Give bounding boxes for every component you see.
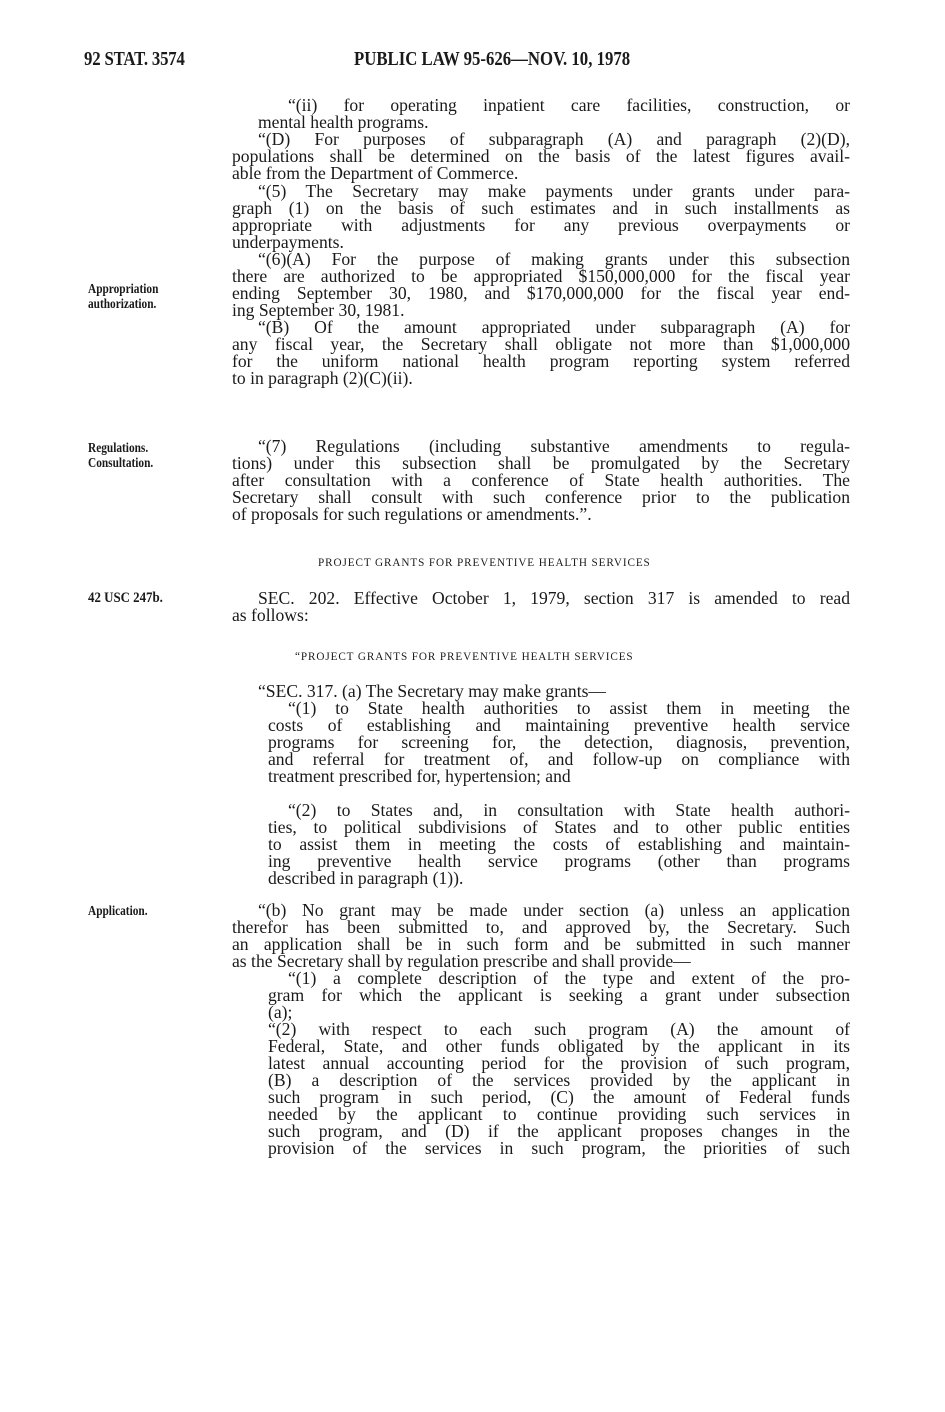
text-line: any fiscal year, the Secretary shall obligate not more than $1,000,000 (232, 334, 850, 354)
text-line: such program, and (D) if the applicant proposes changes in the (268, 1121, 850, 1141)
text-line: “(2) with respect to each such program (A) the amount of (268, 1019, 850, 1039)
running-title: PUBLIC LAW 95-626—NOV. 10, 1978 (354, 49, 631, 70)
text-line: there are authorized to be appropriated $150,000,000 for the fiscal year (232, 266, 850, 286)
text-line: “(D) For purposes of subparagraph (A) and paragraph (2)(D), (258, 129, 850, 149)
text-line: ing September 30, 1981. (232, 300, 405, 320)
text-line: “(B) Of the amount appropriated under subparagraph (A) for (258, 317, 850, 337)
text-line: such program in such period, (C) the amount of Federal funds (268, 1087, 850, 1107)
text-line: Federal, State, and other funds obligated by the applicant in its (268, 1036, 850, 1056)
text-line: Secretary shall consult with such conference prior to the publication (232, 487, 850, 507)
text-line: underpayments. (232, 232, 344, 252)
text-line: “(1) to State health authorities to assist them in meeting the (288, 698, 850, 718)
page-reference: 92 STAT. 3574 (84, 49, 185, 70)
text-line: treatment prescribed for, hypertension; and (268, 766, 571, 786)
text-line: described in paragraph (1)). (268, 868, 464, 888)
text-line: “(b) No grant may be made under section (a) unless an application (258, 900, 850, 920)
text-line: of proposals for such regulations or amendments.”. (232, 504, 592, 524)
text-line: for the uniform national health program reporting system referred (232, 351, 850, 371)
text-line: to in paragraph (2)(C)(ii). (232, 368, 413, 388)
text-line: mental health programs. (258, 112, 429, 132)
text-line: “SEC. 317. (a) The Secretary may make grants— (258, 681, 607, 701)
text-line: “(7) Regulations (including substantive amendments to regula- (258, 436, 850, 456)
text-line: (B) a description of the services provided by the applicant in (268, 1070, 850, 1090)
text-line: “(6)(A) For the purpose of making grants under this subsection (258, 249, 850, 269)
text-line: to assist them in meeting the costs of establishing and maintain- (268, 834, 850, 854)
text-line: costs of establishing and maintaining preventive health service (268, 715, 850, 735)
text-line: tions) under this subsection shall be promulgated by the Secretary (232, 453, 850, 473)
text-line: ties, to political subdivisions of States and to other public entities (268, 817, 850, 837)
text-line: populations shall be determined on the basis of the latest figures avail- (232, 146, 850, 166)
text-line: appropriate with adjustments for any previous overpayments or (232, 215, 850, 235)
text-line: “(ii) for operating inpatient care facilities, construction, or (288, 95, 850, 115)
text-line: SEC. 202. Effective October 1, 1979, section 317 is amended to read (258, 588, 850, 608)
text-line: needed by the applicant to continue providing such services in (268, 1104, 850, 1124)
text-line: latest annual accounting period for the provision of such program, (268, 1053, 850, 1073)
text-line: able from the Department of Commerce. (232, 163, 519, 183)
text-line: (a); (268, 1002, 293, 1022)
quoted-section-caption: “PROJECT GRANTS FOR PREVENTIVE HEALTH SERVICES (295, 651, 634, 663)
text-line: “(2) to States and, in consultation with State health authori- (288, 800, 850, 820)
text-line: therefor has been submitted to, and approved by, the Secretary. Such (232, 917, 850, 937)
text-line: ing preventive health service programs (other than programs (268, 851, 850, 871)
text-line: graph (1) on the basis of such estimates and in such installments as (232, 198, 850, 218)
margin-note-application: Application. (88, 903, 148, 918)
margin-note-appropriation: Appropriation authorization. (88, 281, 159, 311)
section-caption: PROJECT GRANTS FOR PREVENTIVE HEALTH SERVICES (318, 557, 651, 569)
text-line: as follows: (232, 605, 309, 625)
text-line: ending September 30, 1980, and $170,000,000 for the fiscal year end- (232, 283, 850, 303)
text-line: provision of the services in such program, the priorities of such (268, 1138, 850, 1158)
text-line: after consultation with a conference of State health authorities. The (232, 470, 850, 490)
text-line: and referral for treatment of, and follow-up on compliance with (268, 749, 850, 769)
margin-note-regulations: Regulations. Consultation. (88, 440, 154, 470)
text-line: “(5) The Secretary may make payments under grants under para- (258, 181, 850, 201)
text-line: “(1) a complete description of the type and extent of the pro- (288, 968, 850, 988)
margin-note-usc-citation: 42 USC 247b. (88, 590, 163, 606)
text-line: programs for screening for, the detection, diagnosis, prevention, (268, 732, 850, 752)
text-line: gram for which the applicant is seeking a grant under subsection (268, 985, 850, 1005)
text-line: an application shall be in such form and be submitted in such manner (232, 934, 850, 954)
text-line: as the Secretary shall by regulation prescribe and shall provide— (232, 951, 691, 971)
